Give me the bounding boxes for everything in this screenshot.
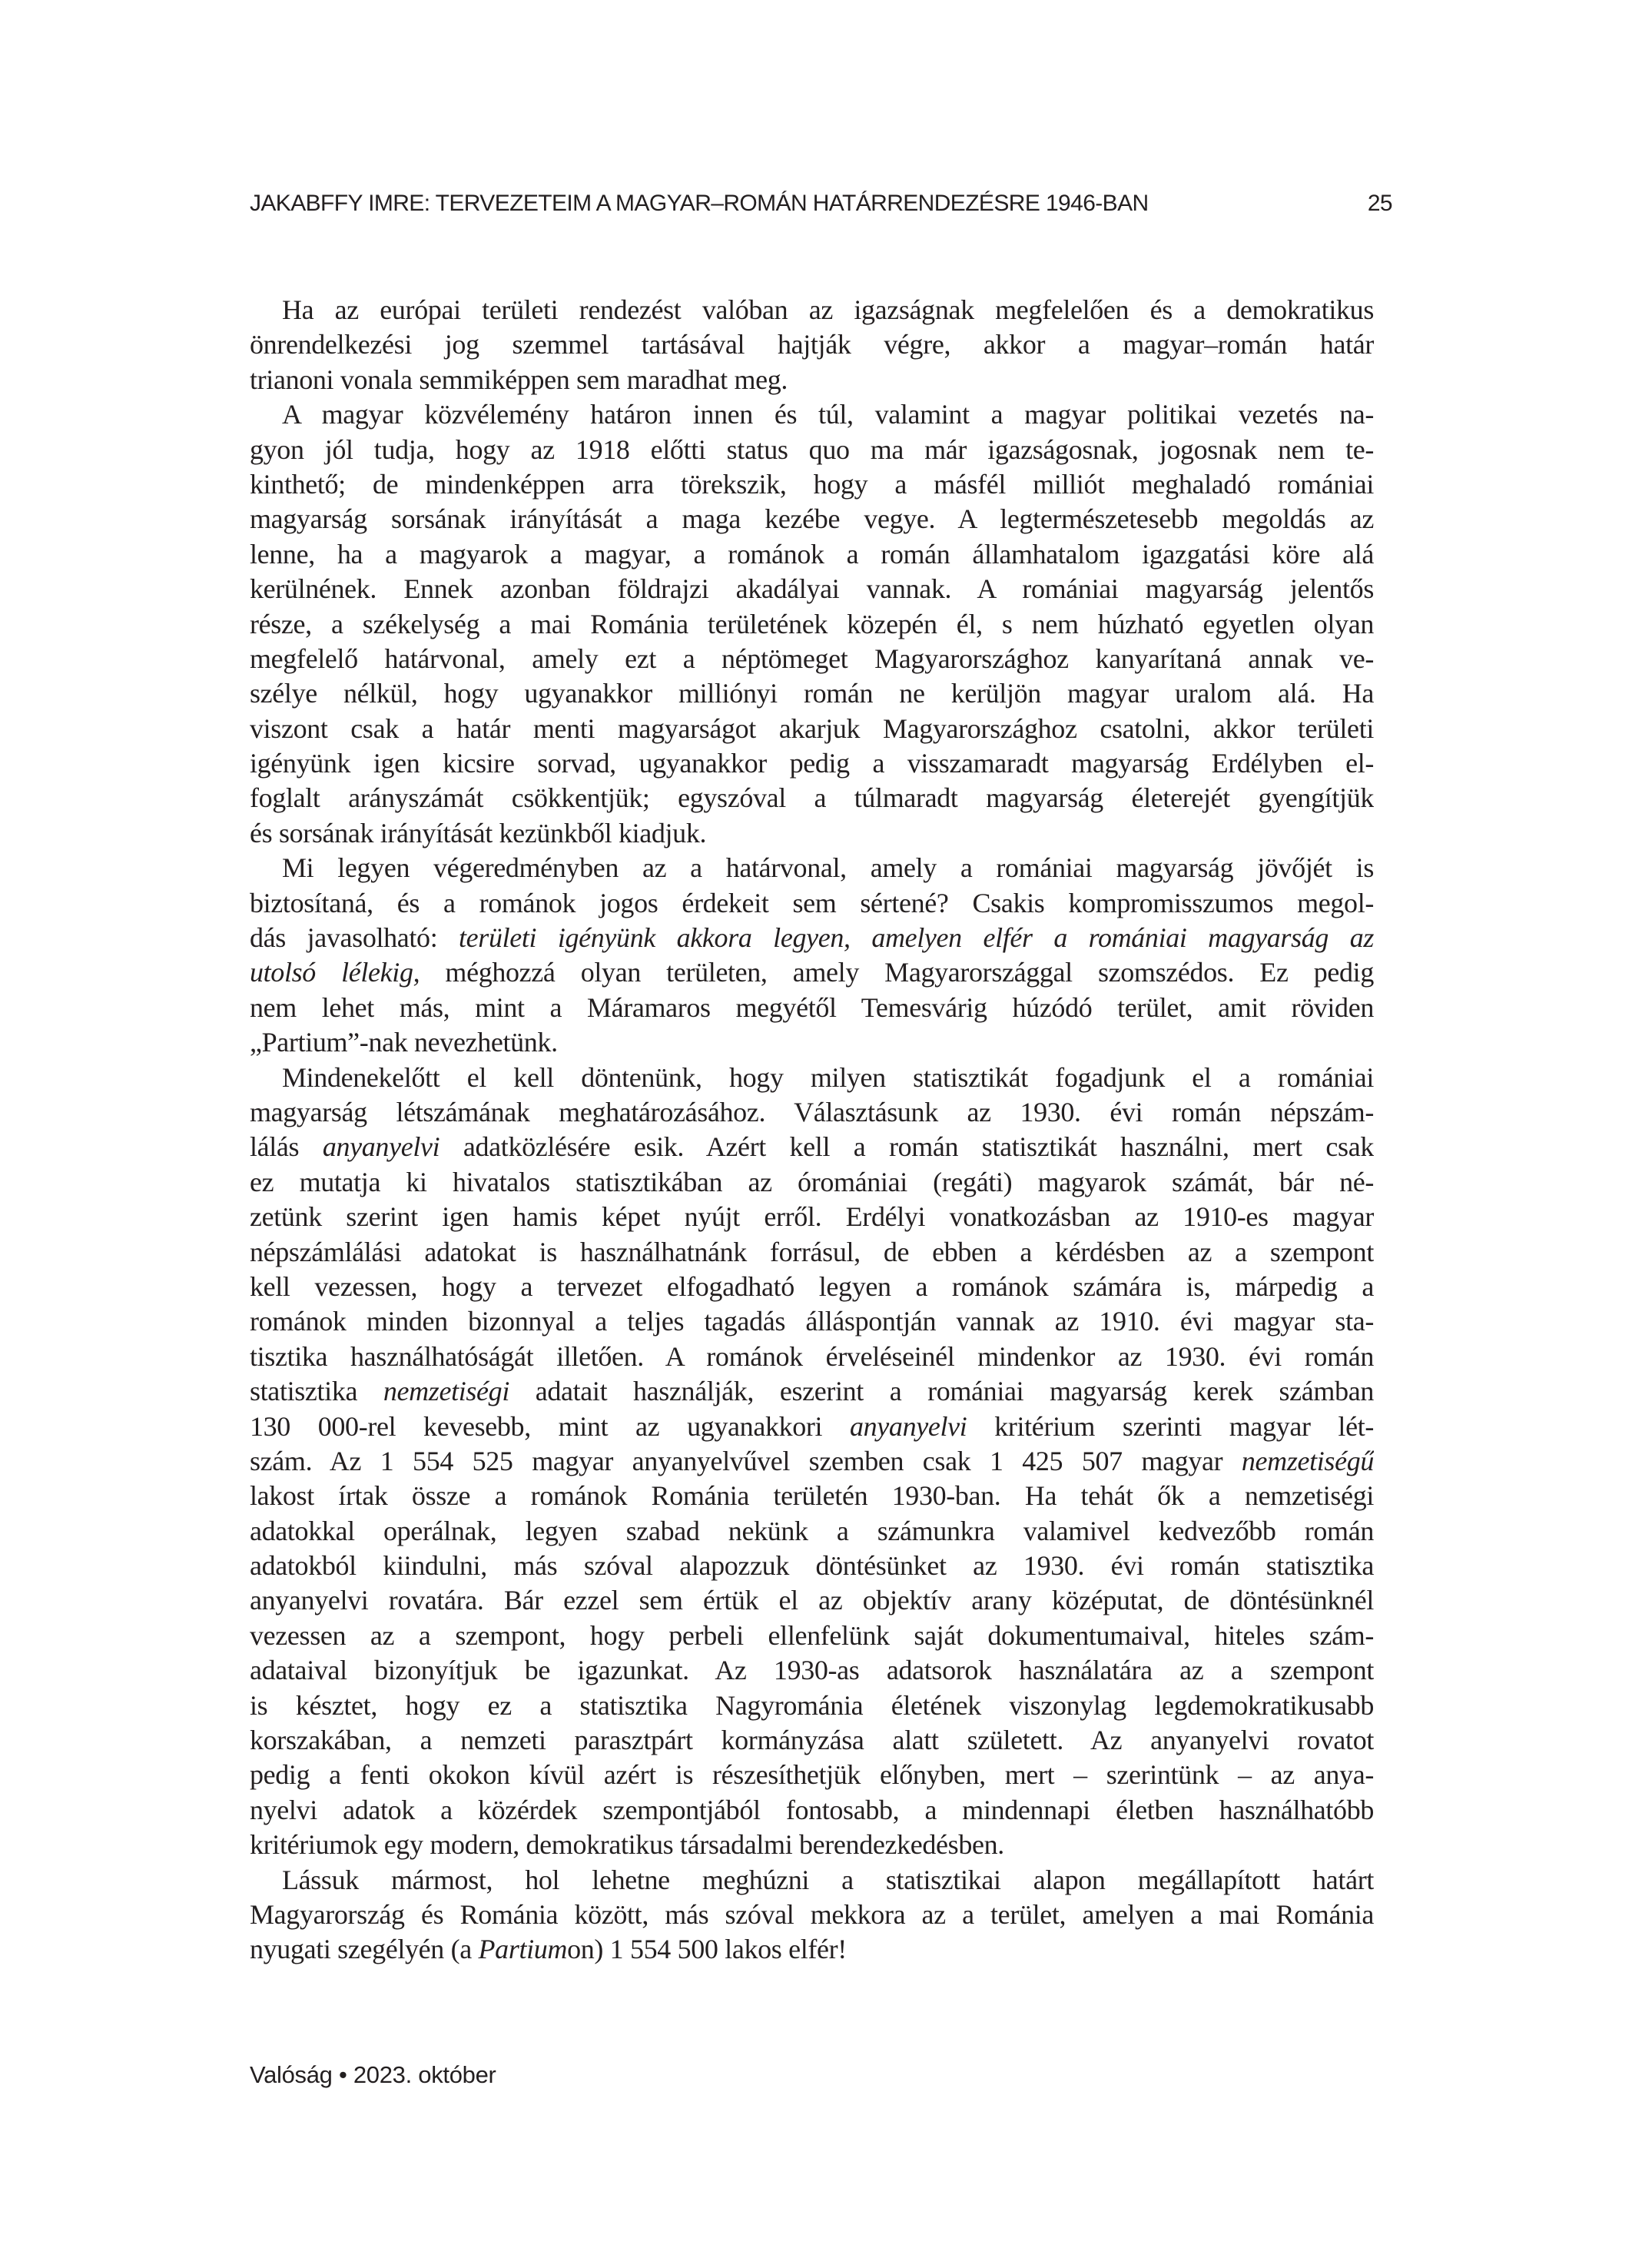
text-line	[250, 1130, 1374, 1164]
text-line	[250, 1723, 1374, 1758]
text-line	[250, 1165, 1374, 1200]
text-line	[250, 293, 1374, 327]
text-line	[250, 642, 1374, 676]
text-line	[250, 1025, 1374, 1060]
text-run: zetünk szerint igen hamis képet nyújt erről. Erdélyi vonatkozásban az 1910-es magyar	[250, 1201, 1374, 1233]
text-run: nyugati szegélyén (a	[250, 1934, 479, 1965]
text-run: magyarság sorsának irányítását a maga kezébe vegye. A legtermészetesebb megoldás az	[250, 503, 1374, 535]
text-line	[250, 1304, 1374, 1339]
text-run: gyon jól tudja, hogy az 1918 előtti status quo ma már igazságosnak, jogosnak nem te-	[250, 433, 1374, 465]
text-line	[250, 1898, 1374, 1932]
text-run: megfelelő határvonal, amely ezt a néptömeget Magyarországhoz kanyarítaná annak ve-	[250, 643, 1374, 674]
text-line	[250, 572, 1374, 606]
text-run: adatokból kiindulni, más szóval alapozzuk döntésünket az 1930. évi román statisztika	[250, 1550, 1374, 1582]
italic-text: nemzetiségi	[383, 1376, 509, 1407]
text-line	[250, 676, 1374, 711]
text-line	[250, 537, 1374, 572]
text-run: lenne, ha a magyarok a magyar, a románok a román államhatalom igazgatási köre alá	[250, 538, 1374, 569]
text-run: anyanyelvi rovatára. Bár ezzel sem értük el az objektív arany középutat, de döntésünknél	[250, 1585, 1374, 1616]
text-line	[250, 1549, 1374, 1583]
text-run: szám. Az 1 554 525 magyar anyanyelvűvel szemben csak 1 425 507 magyar	[250, 1445, 1242, 1476]
text-line	[250, 921, 1374, 955]
text-run: kerülnének. Ennek azonban földrajzi akadályai vannak. A romániai magyarság jelentős	[250, 573, 1374, 605]
footer-separator: •	[338, 2061, 347, 2088]
issue-date: 2023. október	[353, 2061, 496, 2088]
text-line	[250, 1235, 1374, 1270]
text-run: méghozzá olyan területen, amely Magyarországgal szomszédos. Ez pedig	[420, 957, 1374, 988]
text-run: kritérium szerinti magyar lét-	[967, 1410, 1374, 1442]
running-header	[250, 191, 1392, 217]
text-line	[250, 397, 1374, 432]
text-run: románok minden bizonnyal a teljes tagadás álláspontján vannak az 1910. évi magyar sta-	[250, 1306, 1374, 1337]
text-line	[250, 1793, 1374, 1828]
text-line	[250, 1583, 1374, 1618]
paragraph	[250, 293, 1374, 397]
text-line	[250, 327, 1374, 362]
italic-text: területi igényünk akkora legyen, amelyen elfér a romániai magyarság az	[459, 922, 1374, 954]
text-line	[250, 1340, 1374, 1374]
italic-text: nemzetiségű	[1241, 1445, 1374, 1476]
text-run: igényünk igen kicsire sorvad, ugyanakkor pedig a visszamaradt magyarság Erdélyben el-	[250, 748, 1374, 779]
text-line	[250, 1863, 1374, 1898]
italic-text: anyanyelvi	[322, 1131, 440, 1163]
text-line	[250, 1374, 1374, 1409]
text-run: Magyarország és Románia között, más szóval mekkora az a terület, amelyen a mai Románia	[250, 1898, 1374, 1930]
text-run: és sorsának irányítását kezünkből kiadjuk.	[250, 817, 707, 848]
text-line	[250, 991, 1374, 1025]
text-line	[250, 1653, 1374, 1688]
text-line	[250, 1932, 1374, 1967]
text-line	[250, 363, 1374, 397]
running-title: JAKABFFY IMRE: TERVEZETEIM A MAGYAR–ROMÁN HATÁRRENDEZÉSRE 1946-BAN	[250, 191, 1149, 216]
journal-name: Valóság	[250, 2061, 333, 2088]
text-line	[250, 1095, 1374, 1130]
text-line	[250, 502, 1374, 536]
text-run: lálás	[250, 1131, 323, 1163]
paragraph	[250, 397, 1374, 851]
text-run: 130 000-rel kevesebb, mint az ugyanakkori	[250, 1410, 850, 1442]
text-line	[250, 1444, 1374, 1479]
text-run: vezessen az a szempont, hogy perbeli ellenfelünk saját dokumentumaival, hiteles szám-	[250, 1619, 1374, 1651]
text-line	[250, 1200, 1374, 1234]
text-run: adatközlésére esik. Azért kell a román statisztikát használni, mert csak	[440, 1131, 1374, 1163]
text-run: pedig a fenti okokon kívül azért is részesíthetjük előnyben, mert – szerintünk – az anya-	[250, 1759, 1374, 1791]
text-line	[250, 1479, 1374, 1513]
text-line	[250, 607, 1374, 642]
page-footer	[250, 2061, 496, 2089]
text-run: tisztika használhatóságát illetően. A románok érveléseinél mindenkor az 1930. évi román	[250, 1340, 1374, 1372]
text-run: kell vezessen, hogy a tervezet elfogadható legyen a románok számára is, márpedig a	[250, 1270, 1374, 1302]
page-number: 25	[1367, 191, 1392, 216]
text-run: nem lehet más, mint a Máramaros megyétől Temesvárig húzódó terület, amit röviden	[250, 991, 1374, 1023]
text-run: népszámlálási adatokat is használhatnánk forrásul, de ebben a kérdésben az a szempont	[250, 1236, 1374, 1267]
italic-text: anyanyelvi	[850, 1410, 967, 1442]
text-run: korszakában, a nemzeti parasztpárt kormányzása alatt született. Az anyanyelvi rovatot	[250, 1725, 1374, 1756]
text-run: nyelvi adatok a közérdek szempontjából fontosabb, a mindennapi életben használhatóbb	[250, 1794, 1374, 1825]
text-run: dás javasolható:	[250, 922, 459, 954]
text-run: adataival bizonyítjuk be igazunkat. Az 1930-as adatsorok használatára az a szempont	[250, 1655, 1374, 1686]
text-line	[250, 1758, 1374, 1792]
text-run: adatokkal operálnak, legyen szabad nekünk a számunkra valamivel kedvezőbb román	[250, 1515, 1374, 1546]
text-run: Mindenekelőtt el kell döntenünk, hogy milyen statisztikát fogadjunk el a romániai	[282, 1061, 1374, 1093]
text-run: foglalt arányszámát csökkentjük; egyszóval a túlmaradt magyarság életerejét gyengítjük	[250, 782, 1374, 814]
text-line	[250, 433, 1374, 467]
text-run: Ha az európai területi rendezést valóban az igazságnak megfelelően és a demokratikus	[282, 294, 1374, 325]
paragraph	[250, 1061, 1374, 1863]
text-run: ez mutatja ki hivatalos statisztikában az óromániai (regáti) magyarok számát, bár né-	[250, 1166, 1374, 1197]
text-line	[250, 886, 1374, 921]
italic-text: Partium	[478, 1934, 568, 1965]
text-line	[250, 955, 1374, 990]
text-run: Mi legyen végeredményben az a határvonal, amely a romániai magyarság jövőjét is	[282, 852, 1374, 884]
text-line	[250, 1410, 1374, 1444]
text-line	[250, 816, 1374, 851]
text-run: trianoni vonala semmiképpen sem maradhat meg.	[250, 364, 788, 395]
text-run: magyarság létszámának meghatározásához. Választásunk az 1930. évi román népszám-	[250, 1096, 1374, 1127]
text-line	[250, 712, 1374, 746]
text-line	[250, 1270, 1374, 1304]
text-line	[250, 467, 1374, 502]
text-line	[250, 1061, 1374, 1095]
text-run: kinthető; de mindenképpen arra törekszik, hogy a másfél milliót meghaladó romániai	[250, 468, 1374, 500]
text-line	[250, 1828, 1374, 1862]
text-run: statisztika	[250, 1376, 383, 1407]
text-run: kritériumok egy modern, demokratikus társadalmi berendezkedésben.	[250, 1829, 1004, 1861]
text-run: szélye nélkül, hogy ugyanakkor milliónyi román ne kerüljön magyar uralom alá. Ha	[250, 678, 1374, 709]
paragraph	[250, 851, 1374, 1060]
text-line	[250, 1689, 1374, 1723]
text-line	[250, 1514, 1374, 1549]
text-run: önrendelkezési jog szemmel tartásával hajtják végre, akkor a magyar–román határ	[250, 329, 1374, 360]
text-run: A magyar közvélemény határon innen és túl, valamint a magyar politikai vezetés na-	[282, 399, 1374, 430]
text-run: lakost írtak össze a románok Románia területén 1930-ban. Ha tehát ők a nemzetiségi	[250, 1480, 1374, 1512]
text-line	[250, 746, 1374, 781]
text-run: „Partium”-nak nevezhetünk.	[250, 1027, 558, 1058]
text-run: része, a székelység a mai Románia területének közepén él, s nem húzható egyetlen olyan	[250, 608, 1374, 639]
text-run: biztosítaná, és a románok jogos érdekeit sem sértené? Csakis kompromisszumos megol-	[250, 887, 1374, 918]
italic-text: utolsó lélekig,	[250, 957, 420, 988]
text-run: is késztet, hogy ez a statisztika Nagyrománia életének viszonylag legdemokratikusabb	[250, 1689, 1374, 1721]
text-run: Lássuk mármost, hol lehetne meghúzni a statisztikai alapon megállapított határt	[282, 1864, 1374, 1895]
text-run: on) 1 554 500 lakos elfér!	[567, 1934, 847, 1965]
text-line	[250, 851, 1374, 885]
text-run: viszont csak a határ menti magyarságot akarjuk Magyarországhoz csatolni, akkor területi	[250, 712, 1374, 744]
text-line	[250, 1619, 1374, 1653]
text-line	[250, 781, 1374, 815]
paragraph	[250, 1863, 1374, 1967]
article-body	[250, 293, 1374, 1967]
text-run: adatait használják, eszerint a romániai magyarság kerek számban	[509, 1376, 1374, 1407]
